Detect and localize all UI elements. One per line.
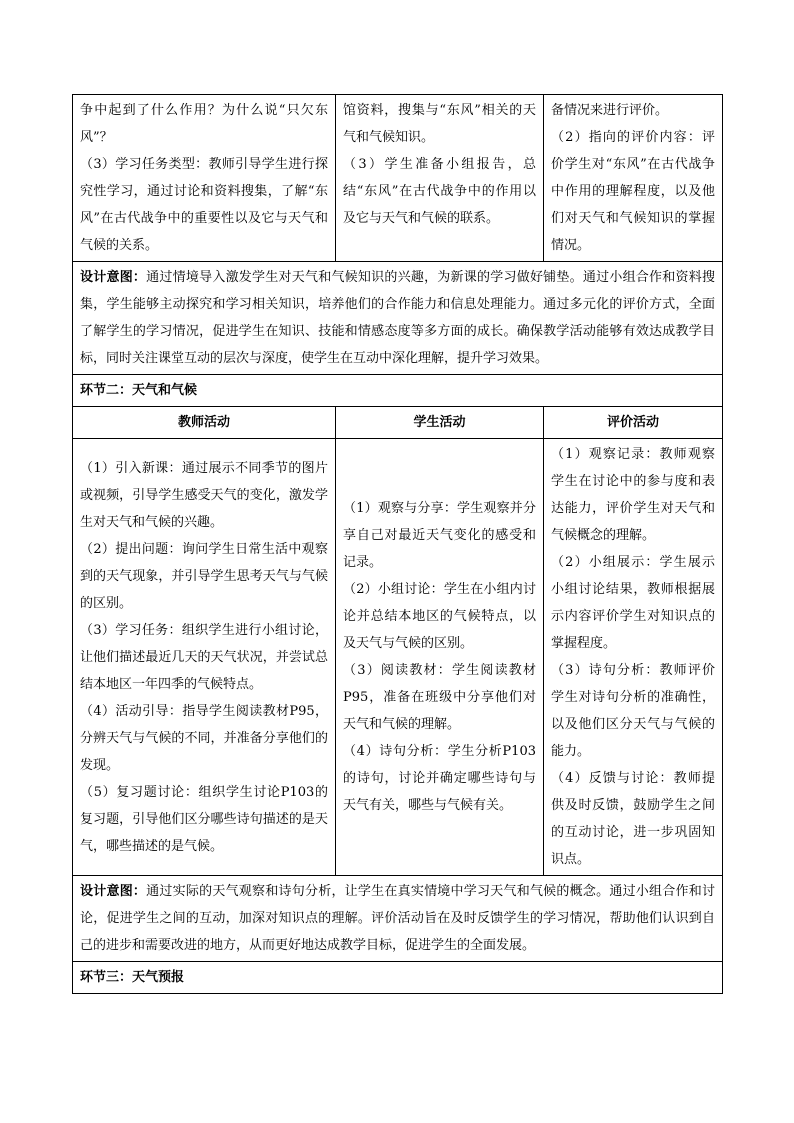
teacher-activity-text: 争中起到了什么作用？为什么说“只欠东风”？ xyxy=(80,103,328,145)
evaluation-activity-text: （2）指向的评价内容：评价学生对“东风”在古代战争中作用的理解程度，以及他们对天气和气候知识的掌握情况。 xyxy=(551,130,715,253)
student-activity-cell xyxy=(336,95,544,262)
design-intent-label: 设计意图： xyxy=(80,884,147,899)
student-activity-text: （4）诗句分析：学生分析P103的诗句，讨论并确定哪些诗句与天气有关，哪些与气候有关。 xyxy=(343,744,536,813)
evaluation-activity-cell xyxy=(544,95,723,262)
design-intent-row-2 xyxy=(73,876,723,962)
student-activity-text: （1）观察与分享：学生观察并分享自己对最近天气变化的感受和记录。 xyxy=(343,501,536,570)
evaluation-activity-cell xyxy=(544,439,723,876)
student-activity-text: （2）小组讨论：学生在小组内讨论并总结本地区的气候特点，以及天气与气候的区别。 xyxy=(343,582,536,651)
design-intent-row-1 xyxy=(73,262,723,375)
design-intent-text: 通过情境导入激发学生对天气和气候知识的兴趣，为新课的学习做好铺垫。通过小组合作和资料搜集，学生能够主动探究和学习相关知识，培养他们的合作能力和信息处理能力。通过多元化的评价方式，全面了解学生的学习情况，促进学生在知识、技能和情感态度等多方面的成长。确保教学活动能够有效达成教学目标，同时关注课堂互动的层次与深度，使学生在互动中深化理解，提升学习效果。 xyxy=(80,270,715,366)
teacher-activity-text: （2）提出问题：询问学生日常生活中观察到的天气现象，并引导学生思考天气与气候的区别。 xyxy=(80,542,328,611)
teacher-activity-text: （4）活动引导：指导学生阅读教材P95，分辨天气与气候的不同，并准备分享他们的发现。 xyxy=(80,704,328,773)
evaluation-activity-text: （1）观察记录：教师观察学生在讨论中的参与度和表达能力，评价学生对天气和气候概念的理解。 xyxy=(551,447,715,543)
student-activity-cell xyxy=(336,439,544,876)
header-student-activity: 学生活动 xyxy=(336,407,544,439)
section-heading-row-2 xyxy=(73,375,723,407)
section-heading: 环节二：天气和气候 xyxy=(73,375,723,407)
teacher-activity-text: （5）复习题讨论：组织学生讨论P103的复习题，引导他们区分哪些诗句描述的是天气，哪些描述的是气候。 xyxy=(80,785,328,854)
section-heading: 环节三：天气预报 xyxy=(73,962,723,994)
evaluation-activity-text: （4）反馈与讨论：教师提供及时反馈，鼓励学生之间的互动讨论，进一步巩固知识点。 xyxy=(551,771,715,867)
evaluation-activity-text: （3）诗句分析：教师评价学生对诗句分析的准确性，以及他们区分天气与气候的能力。 xyxy=(551,663,715,759)
student-activity-text: （3）阅读教材：学生阅读教材P95，准备在班级中分享他们对天气和气候的理解。 xyxy=(343,663,536,732)
design-intent-text: 通过实际的天气观察和诗句分析，让学生在真实情境中学习天气和气候的概念。通过小组合作和讨论，促进学生之间的互动，加深对知识点的理解。评价活动旨在及时反馈学生的学习情况，帮助他们认识到自己的进步和需要改进的地方，从而更好地达成教学目标，促进学生的全面发展。 xyxy=(80,884,715,953)
design-intent-cell xyxy=(73,262,723,375)
teacher-activity-cell xyxy=(73,439,336,876)
header-teacher-activity: 教师活动 xyxy=(73,407,336,439)
activity-row-2 xyxy=(73,439,723,876)
evaluation-activity-text: （2）小组展示：学生展示小组讨论结果，教师根据展示内容评价学生对知识点的掌握程度。 xyxy=(551,555,715,651)
teacher-activity-text: （1）引入新课：通过展示不同季节的图片或视频，引导学生感受天气的变化，激发学生对天气和气候的兴趣。 xyxy=(80,461,328,530)
student-activity-text: （3）学生准备小组报告，总结“东风”在古代战争中的作用以及它与天气和气候的联系。 xyxy=(343,157,536,226)
teacher-activity-text: （3）学习任务类型：教师引导学生进行探究性学习，通过讨论和资料搜集，了解“东风”在古代战争中的重要性以及它与天气和气候的关系。 xyxy=(80,157,328,253)
evaluation-activity-text: 备情况来进行评价。 xyxy=(551,103,669,118)
design-intent-label: 设计意图： xyxy=(80,270,147,285)
activity-row-1 xyxy=(73,95,723,262)
column-header-row xyxy=(73,407,723,439)
teacher-activity-cell xyxy=(73,95,336,262)
student-activity-text: 馆资料，搜集与“东风”相关的天气和气候知识。 xyxy=(343,103,536,145)
design-intent-cell xyxy=(73,876,723,962)
lesson-plan-table xyxy=(72,94,723,994)
section-heading-row-3 xyxy=(73,962,723,994)
header-evaluation-activity: 评价活动 xyxy=(544,407,723,439)
teacher-activity-text: （3）学习任务：组织学生进行小组讨论，让他们描述最近几天的天气状况，并尝试总结本地区一年四季的气候特点。 xyxy=(80,623,328,692)
